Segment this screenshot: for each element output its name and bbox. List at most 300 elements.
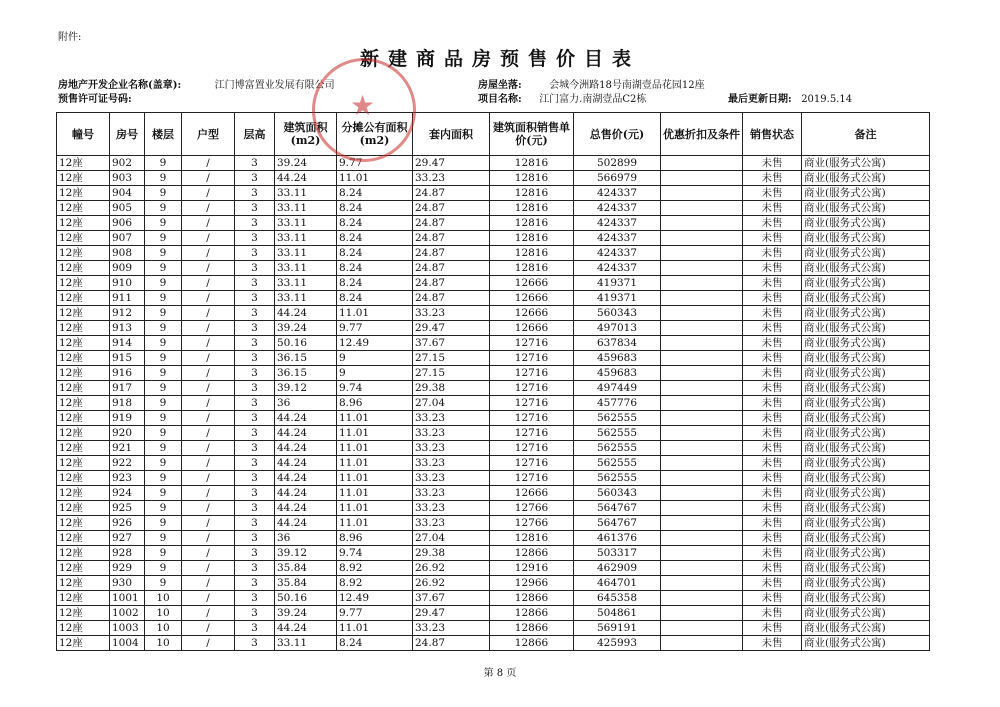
table-cell: 33.23 <box>413 441 490 456</box>
table-cell: 11.01 <box>337 306 413 321</box>
table-cell: 24.87 <box>413 261 490 276</box>
page-title: 新建商品房预售价目表 <box>359 48 640 70</box>
table-cell: 10 <box>145 591 182 606</box>
table-cell: / <box>182 201 235 216</box>
table-cell: 商业(服务式公寓) <box>802 501 930 516</box>
table-cell: 12816 <box>490 231 574 246</box>
table-cell: 569191 <box>574 621 661 636</box>
table-cell: 24.87 <box>413 231 490 246</box>
table-row <box>57 456 930 471</box>
table-cell: 3 <box>235 576 275 591</box>
table-cell: 12816 <box>490 156 574 171</box>
table-cell: 9 <box>337 366 413 381</box>
table-cell: 12座 <box>57 471 110 486</box>
table-row <box>57 381 930 396</box>
table-cell <box>661 171 743 186</box>
table-cell: 1002 <box>110 606 145 621</box>
table-cell: 3 <box>235 531 275 546</box>
table-cell: 12座 <box>57 171 110 186</box>
table-cell: 907 <box>110 231 145 246</box>
table-cell: 24.87 <box>413 636 490 651</box>
table-cell: 12666 <box>490 291 574 306</box>
table-cell: 3 <box>235 426 275 441</box>
table-cell: / <box>182 336 235 351</box>
table-cell: 906 <box>110 216 145 231</box>
table-cell: 44.24 <box>275 411 337 426</box>
table-cell: 9 <box>145 276 182 291</box>
table-row <box>57 636 930 651</box>
table-cell: 461376 <box>574 531 661 546</box>
table-cell: 11.01 <box>337 516 413 531</box>
table-cell: 未售 <box>743 186 802 201</box>
table-cell: 12716 <box>490 471 574 486</box>
table-cell: 12座 <box>57 606 110 621</box>
table-cell: 12座 <box>57 441 110 456</box>
table-cell: 3 <box>235 636 275 651</box>
table-cell: 3 <box>235 351 275 366</box>
table-cell: 11.01 <box>337 441 413 456</box>
table-cell: 24.87 <box>413 186 490 201</box>
table-cell: / <box>182 486 235 501</box>
table-cell: / <box>182 381 235 396</box>
table-cell: 9 <box>145 156 182 171</box>
table-cell: 11.01 <box>337 426 413 441</box>
table-cell: 9 <box>145 396 182 411</box>
table-cell <box>661 546 743 561</box>
table-cell: 3 <box>235 411 275 426</box>
table-cell: 9 <box>145 411 182 426</box>
table-cell <box>661 396 743 411</box>
table-cell <box>661 441 743 456</box>
table-cell: 商业(服务式公寓) <box>802 621 930 636</box>
attachment-label: 附件: <box>58 32 82 43</box>
header-net-area: 套内面积 <box>413 113 490 156</box>
developer-value: 江门博富置业发展有限公司 <box>214 80 335 91</box>
table-cell: 9 <box>145 516 182 531</box>
table-cell: 3 <box>235 186 275 201</box>
table-cell: 未售 <box>743 531 802 546</box>
table-cell: 12.49 <box>337 591 413 606</box>
table-cell: 9 <box>145 501 182 516</box>
table-cell: 3 <box>235 441 275 456</box>
table-cell: 44.24 <box>275 441 337 456</box>
table-cell: 8.24 <box>337 201 413 216</box>
table-cell: 9 <box>145 246 182 261</box>
table-cell: 3 <box>235 336 275 351</box>
table-cell: 903 <box>110 171 145 186</box>
table-row <box>57 366 930 381</box>
table-cell: 8.92 <box>337 561 413 576</box>
table-cell: 商业(服务式公寓) <box>802 486 930 501</box>
table-cell: 3 <box>235 396 275 411</box>
table-cell: 3 <box>235 321 275 336</box>
table-cell: 12716 <box>490 396 574 411</box>
table-cell: 12716 <box>490 336 574 351</box>
table-cell: 3 <box>235 456 275 471</box>
table-cell: / <box>182 516 235 531</box>
table-cell: 9 <box>145 186 182 201</box>
table-cell: 50.16 <box>275 336 337 351</box>
table-cell: 44.24 <box>275 516 337 531</box>
table-cell <box>661 246 743 261</box>
update-line <box>728 90 852 105</box>
table-cell: 12座 <box>57 411 110 426</box>
table-cell: 12座 <box>57 216 110 231</box>
table-row <box>57 516 930 531</box>
table-cell: 未售 <box>743 276 802 291</box>
table-cell: / <box>182 471 235 486</box>
table-cell: 27.15 <box>413 351 490 366</box>
table-cell: 904 <box>110 186 145 201</box>
table-cell: 3 <box>235 291 275 306</box>
table-cell: 8.24 <box>337 216 413 231</box>
table-cell: 商业(服务式公寓) <box>802 291 930 306</box>
table-cell: 12716 <box>490 426 574 441</box>
table-cell: 33.23 <box>413 171 490 186</box>
table-cell: 9 <box>145 471 182 486</box>
table-row <box>57 471 930 486</box>
table-cell: 3 <box>235 216 275 231</box>
table-cell: 44.24 <box>275 426 337 441</box>
table-cell: 12座 <box>57 156 110 171</box>
table-cell: 27.04 <box>413 531 490 546</box>
table-cell: 925 <box>110 501 145 516</box>
table-cell <box>661 501 743 516</box>
table-row <box>57 336 930 351</box>
table-cell: 560343 <box>574 486 661 501</box>
table-cell: 9 <box>145 456 182 471</box>
table-cell: 12座 <box>57 201 110 216</box>
table-cell: / <box>182 246 235 261</box>
table-cell: 12座 <box>57 591 110 606</box>
table-cell: 3 <box>235 516 275 531</box>
table-cell: 26.92 <box>413 576 490 591</box>
table-cell: 12716 <box>490 456 574 471</box>
table-cell: 33.23 <box>413 426 490 441</box>
table-cell: 12716 <box>490 366 574 381</box>
table-cell <box>661 216 743 231</box>
table-cell <box>661 261 743 276</box>
table-cell: 3 <box>235 561 275 576</box>
table-cell: 12816 <box>490 531 574 546</box>
table-cell: 35.84 <box>275 561 337 576</box>
table-cell: 12716 <box>490 351 574 366</box>
table-header-row <box>57 113 930 156</box>
table-cell: 26.92 <box>413 561 490 576</box>
table-cell: 12816 <box>490 201 574 216</box>
table-cell: 564767 <box>574 501 661 516</box>
table-cell: 33.23 <box>413 501 490 516</box>
table-row <box>57 411 930 426</box>
table-cell: 33.23 <box>413 471 490 486</box>
table-cell: 9 <box>145 531 182 546</box>
table-cell: 12座 <box>57 321 110 336</box>
update-value: 2019.5.14 <box>801 94 853 105</box>
table-cell: 商业(服务式公寓) <box>802 426 930 441</box>
table-cell: 12666 <box>490 321 574 336</box>
table-cell: 12766 <box>490 516 574 531</box>
table-cell: 504861 <box>574 606 661 621</box>
header-status: 销售状态 <box>743 113 802 156</box>
table-cell: 497449 <box>574 381 661 396</box>
table-cell: / <box>182 231 235 246</box>
table-row <box>57 171 930 186</box>
table-cell: 商业(服务式公寓) <box>802 441 930 456</box>
table-cell: 1004 <box>110 636 145 651</box>
table-cell: 916 <box>110 366 145 381</box>
table-cell: / <box>182 276 235 291</box>
table-cell: 1001 <box>110 591 145 606</box>
table-cell: 3 <box>235 381 275 396</box>
table-cell: 912 <box>110 306 145 321</box>
table-cell: 12.49 <box>337 336 413 351</box>
table-row <box>57 501 930 516</box>
table-cell: 33.11 <box>275 261 337 276</box>
table-cell: 未售 <box>743 471 802 486</box>
table-cell: 911 <box>110 291 145 306</box>
table-cell: 未售 <box>743 561 802 576</box>
table-cell: 12座 <box>57 351 110 366</box>
table-cell: 497013 <box>574 321 661 336</box>
table-cell: 39.24 <box>275 606 337 621</box>
table-cell: 926 <box>110 516 145 531</box>
table-row <box>57 186 930 201</box>
developer-line <box>58 76 335 91</box>
table-cell: 12816 <box>490 216 574 231</box>
table-cell: 424337 <box>574 216 661 231</box>
table-cell: 1003 <box>110 621 145 636</box>
table-cell: 商业(服务式公寓) <box>802 396 930 411</box>
table-cell: 未售 <box>743 291 802 306</box>
table-cell <box>661 231 743 246</box>
table-cell: 12座 <box>57 231 110 246</box>
table-cell: / <box>182 366 235 381</box>
table-cell: 913 <box>110 321 145 336</box>
header-layout: 户型 <box>182 113 235 156</box>
header-room: 房号 <box>110 113 145 156</box>
table-cell: 902 <box>110 156 145 171</box>
table-cell: 3 <box>235 306 275 321</box>
table-cell: 9.74 <box>337 546 413 561</box>
table-cell: 33.23 <box>413 486 490 501</box>
table-cell <box>661 561 743 576</box>
table-cell: 36.15 <box>275 351 337 366</box>
table-cell: 未售 <box>743 576 802 591</box>
table-cell: 9 <box>145 306 182 321</box>
table-cell: 8.96 <box>337 396 413 411</box>
table-row <box>57 441 930 456</box>
table-cell: 12866 <box>490 621 574 636</box>
table-cell: 9 <box>145 381 182 396</box>
table-cell: 457776 <box>574 396 661 411</box>
table-cell: / <box>182 156 235 171</box>
table-row <box>57 606 930 621</box>
table-cell: 9 <box>145 261 182 276</box>
table-cell: 商业(服务式公寓) <box>802 366 930 381</box>
table-cell: 564767 <box>574 516 661 531</box>
table-cell: 12座 <box>57 531 110 546</box>
table-cell: / <box>182 321 235 336</box>
table-cell <box>661 591 743 606</box>
table-cell: 3 <box>235 606 275 621</box>
table-cell <box>661 621 743 636</box>
table-cell: 12座 <box>57 336 110 351</box>
table-cell: 商业(服务式公寓) <box>802 411 930 426</box>
table-cell: 11.01 <box>337 501 413 516</box>
table-cell: 商业(服务式公寓) <box>802 381 930 396</box>
table-cell: / <box>182 411 235 426</box>
table-cell: 914 <box>110 336 145 351</box>
table-cell: / <box>182 396 235 411</box>
table-cell: 3 <box>235 591 275 606</box>
table-cell: / <box>182 441 235 456</box>
table-cell: 24.87 <box>413 246 490 261</box>
table-cell: 29.47 <box>413 156 490 171</box>
table-row <box>57 591 930 606</box>
header-unit-price: 建筑面积销售单价(元) <box>490 113 574 156</box>
location-value: 会城今洲路18号南湖壹品花园12座 <box>549 80 705 91</box>
table-cell: 424337 <box>574 246 661 261</box>
table-cell: 商业(服务式公寓) <box>802 261 930 276</box>
table-cell <box>661 456 743 471</box>
table-cell: 未售 <box>743 591 802 606</box>
table-cell: 未售 <box>743 171 802 186</box>
table-cell: 39.24 <box>275 321 337 336</box>
table-cell: / <box>182 291 235 306</box>
table-cell: 33.11 <box>275 291 337 306</box>
table-cell: 37.67 <box>413 591 490 606</box>
table-cell: 419371 <box>574 276 661 291</box>
table-cell: 44.24 <box>275 486 337 501</box>
table-cell: 商业(服务式公寓) <box>802 576 930 591</box>
permit-line <box>58 90 132 105</box>
table-cell <box>661 606 743 621</box>
table-cell: 464701 <box>574 576 661 591</box>
table-cell: 9 <box>145 441 182 456</box>
table-cell: 未售 <box>743 516 802 531</box>
header-floor: 楼层 <box>145 113 182 156</box>
table-cell: 929 <box>110 561 145 576</box>
table-cell: 12座 <box>57 486 110 501</box>
table-cell: 33.11 <box>275 201 337 216</box>
table-cell: 12座 <box>57 261 110 276</box>
table-cell <box>661 321 743 336</box>
table-cell: 11.01 <box>337 621 413 636</box>
table-row <box>57 486 930 501</box>
table-cell: 424337 <box>574 201 661 216</box>
table-cell: 36.15 <box>275 366 337 381</box>
table-cell: 9 <box>145 426 182 441</box>
table-cell: 50.16 <box>275 591 337 606</box>
table-cell: 未售 <box>743 261 802 276</box>
table-cell: 未售 <box>743 351 802 366</box>
table-cell: 8.96 <box>337 531 413 546</box>
table-cell: 3 <box>235 621 275 636</box>
table-cell: 12座 <box>57 576 110 591</box>
table-cell: 33.23 <box>413 306 490 321</box>
table-cell: 12866 <box>490 591 574 606</box>
table-cell: 637834 <box>574 336 661 351</box>
table-cell: / <box>182 216 235 231</box>
table-cell: / <box>182 576 235 591</box>
table-cell: 917 <box>110 381 145 396</box>
table-cell: 3 <box>235 501 275 516</box>
table-cell: 909 <box>110 261 145 276</box>
table-cell: 12座 <box>57 456 110 471</box>
table-row <box>57 201 930 216</box>
header-height: 层高 <box>235 113 275 156</box>
table-cell: / <box>182 351 235 366</box>
table-cell: 未售 <box>743 156 802 171</box>
table-row <box>57 246 930 261</box>
table-cell: 12666 <box>490 486 574 501</box>
table-cell: 9.77 <box>337 321 413 336</box>
table-cell: 3 <box>235 246 275 261</box>
table-cell: 商业(服务式公寓) <box>802 306 930 321</box>
table-cell: 12716 <box>490 381 574 396</box>
table-cell: / <box>182 591 235 606</box>
header-gross-area: 建筑面积(m2) <box>275 113 337 156</box>
table-cell: 502899 <box>574 156 661 171</box>
table-cell: 11.01 <box>337 471 413 486</box>
table-cell: 商业(服务式公寓) <box>802 186 930 201</box>
table-cell: 12966 <box>490 576 574 591</box>
project-line <box>478 90 646 105</box>
table-cell: 33.11 <box>275 636 337 651</box>
table-cell: 923 <box>110 471 145 486</box>
table-cell: 3 <box>235 276 275 291</box>
table-cell <box>661 516 743 531</box>
table-cell: 商业(服务式公寓) <box>802 171 930 186</box>
table-cell: 11.01 <box>337 456 413 471</box>
table-cell: 9 <box>145 291 182 306</box>
seal-star-icon: ★ <box>350 89 376 122</box>
table-cell: 39.12 <box>275 381 337 396</box>
table-row <box>57 231 930 246</box>
table-cell: 未售 <box>743 636 802 651</box>
table-cell: 9 <box>145 171 182 186</box>
table-cell: 44.24 <box>275 471 337 486</box>
table-cell: 12816 <box>490 261 574 276</box>
table-cell: 9 <box>145 231 182 246</box>
table-cell: 3 <box>235 546 275 561</box>
table-cell: 3 <box>235 486 275 501</box>
header-building: 幢号 <box>57 113 110 156</box>
table-cell: 商业(服务式公寓) <box>802 471 930 486</box>
table-cell: 商业(服务式公寓) <box>802 321 930 336</box>
table-cell: 424337 <box>574 261 661 276</box>
table-cell <box>661 636 743 651</box>
table-cell: / <box>182 186 235 201</box>
table-cell: 8.92 <box>337 576 413 591</box>
table-cell: / <box>182 546 235 561</box>
table-cell <box>661 381 743 396</box>
table-cell: 918 <box>110 396 145 411</box>
table-cell: 24.87 <box>413 216 490 231</box>
table-cell: 12座 <box>57 396 110 411</box>
table-cell: 562555 <box>574 441 661 456</box>
table-cell: 商业(服务式公寓) <box>802 516 930 531</box>
table-cell: 3 <box>235 156 275 171</box>
table-cell: 36 <box>275 531 337 546</box>
table-cell: 8.24 <box>337 261 413 276</box>
table-cell: 27.15 <box>413 366 490 381</box>
table-cell: 12座 <box>57 636 110 651</box>
table-cell: 425993 <box>574 636 661 651</box>
table-cell: 12816 <box>490 171 574 186</box>
table-cell: 562555 <box>574 426 661 441</box>
table-cell: 919 <box>110 411 145 426</box>
